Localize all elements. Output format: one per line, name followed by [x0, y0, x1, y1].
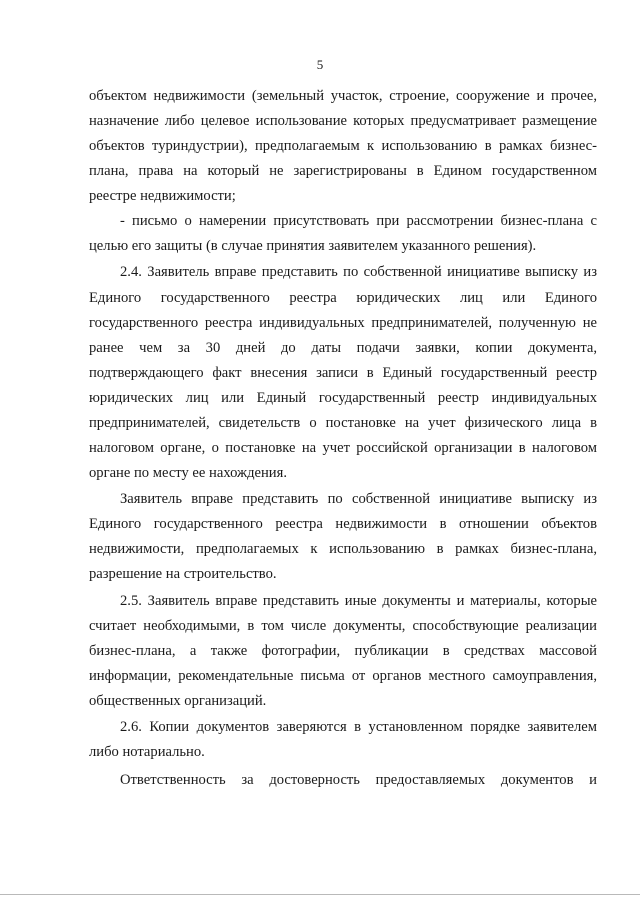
text-line: плана, права на который не зарегистрированы в Едином государственном [89, 163, 597, 179]
text-line: считает необходимыми, в том числе документы, способствующие реализации [89, 618, 597, 634]
text-line: назначение либо целевое использование которых предусматривает размещение [89, 113, 597, 129]
text-line: разрешение на строительство. [89, 566, 277, 582]
text-line: реестре недвижимости; [89, 188, 236, 204]
text-line: информации, рекомендательные письма от органов местного самоуправления, [89, 668, 597, 684]
text-line: целью его защиты (в случае принятия заявителем указанного решения). [89, 238, 537, 254]
text-line: подтверждающего факт внесения записи в Единый государственный реестр [89, 365, 597, 381]
text-line: государственного реестра индивидуальных предпринимателей, полученную не [89, 315, 597, 331]
text-line: объектов туриндустрии), предполагаемым к использованию в рамках бизнес- [89, 138, 597, 154]
text-line: ранее чем за 30 дней до даты подачи заявки, копии документа, [89, 340, 597, 356]
text-line: 2.4. Заявитель вправе представить по собственной инициативе выписку из [120, 264, 597, 280]
text-line: либо нотариально. [89, 744, 205, 760]
text-line: Единого государственного реестра недвижимости в отношении объектов [89, 516, 597, 532]
text-line: объектом недвижимости (земельный участок, строение, сооружение и прочее, [89, 88, 597, 104]
text-line: органе по месту ее нахождения. [89, 465, 287, 481]
text-line: - письмо о намерении присутствовать при рассмотрении бизнес-плана с [120, 213, 597, 229]
text-line: Заявитель вправе представить по собственной инициативе выписку из [120, 491, 597, 507]
bottom-divider [0, 894, 640, 895]
text-line: Единого государственного реестра юридических лиц или Единого [89, 290, 597, 306]
text-line: Ответственность за достоверность предоставляемых документов и [120, 772, 597, 788]
text-line: бизнес-плана, а также фотографии, публикации в средствах массовой [89, 643, 597, 659]
text-line: 2.6. Копии документов заверяются в установленном порядке заявителем [120, 719, 597, 735]
text-line: предпринимателей, свидетельств о постановке на учет физического лица в [89, 415, 597, 431]
text-line: 2.5. Заявитель вправе представить иные документы и материалы, которые [120, 593, 597, 609]
text-line: юридических лиц или Единый государственный реестр индивидуальных [89, 390, 597, 406]
text-line: налоговом органе, о постановке на учет российской организации в налоговом [89, 440, 597, 456]
page-number: 5 [316, 57, 324, 72]
text-line: общественных организаций. [89, 693, 267, 709]
text-line: недвижимости, предполагаемых к использованию в рамках бизнес-плана, [89, 541, 597, 557]
